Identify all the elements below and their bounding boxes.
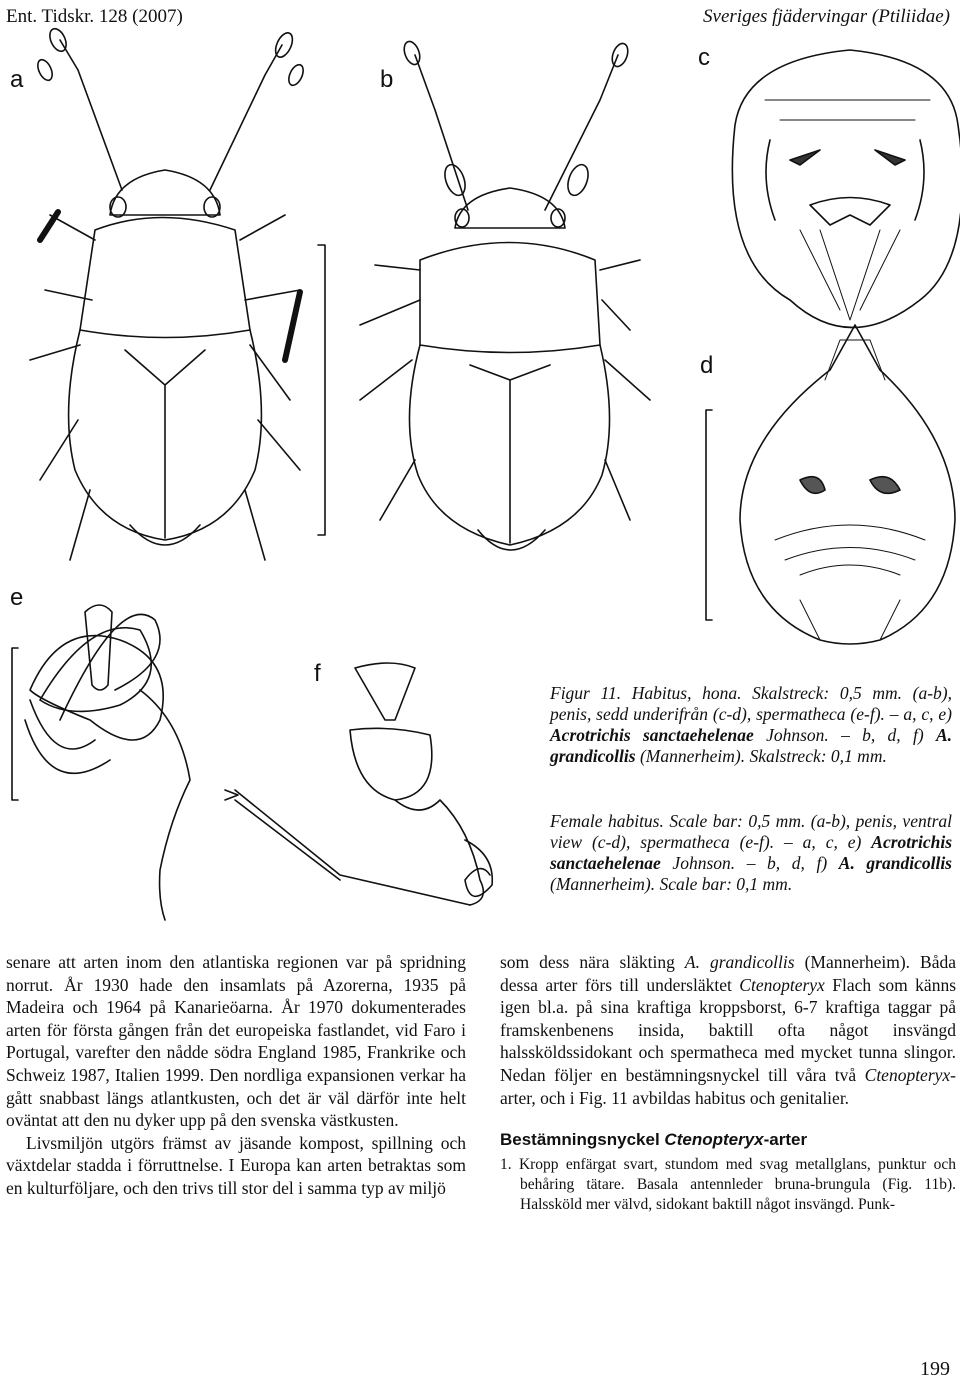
- plate-label-e: e: [10, 584, 24, 611]
- running-header-title: Sveriges fjädervingar (Ptiliidae): [703, 6, 950, 27]
- figure-caption-swedish: Figur 11. Habitus, hona. Skalstreck: 0,5 mm. (a-b), penis, sedd underifrån (c-d), spermatheca (e-f). – a, c, e) Acrotrichis sanctaehelenae Johnson. – b, d, f) A. grandicollis (Mannerheim). Skalstreck: 0,1 mm.: [550, 683, 953, 766]
- species-name: Acrotrichis sanctaehelenae: [550, 725, 754, 745]
- beetle-habitus-b: [360, 39, 650, 550]
- plate-label-a: a: [10, 66, 24, 93]
- key-item-1: 1. Kropp enfärgat svart, stundom med svag metallglans, punktur och behåring tätare. Basala antennleder bruna-brungula (Fig. 11b). Halssköld mer välvd, sidokant baktill något insvängd. Punk-: [500, 1155, 956, 1213]
- running-header-journal: Ent. Tidskr. 128 (2007): [6, 6, 183, 27]
- plate-label-d: d: [700, 352, 714, 379]
- spermatheca-drawing-f: [225, 663, 492, 905]
- beetle-habitus-a: [30, 26, 306, 560]
- figure-caption-english: Female habitus. Scale bar: 0,5 mm. (a-b), penis, ventral view (c-d), spermatheca (e-f). – a, c, e) Acrotrichis sanctaehelenae Johnson. – b, d, f) A. grandicollis (Mannerheim). Scale bar: 0,1 mm.: [550, 811, 953, 894]
- plate-label-b: b: [380, 66, 394, 93]
- penis-drawing-d: [740, 325, 955, 644]
- key-heading: Bestämningsnyckel Ctenopteryx-arter: [500, 1130, 808, 1150]
- spermatheca-drawing-e: [25, 605, 190, 920]
- scale-bar-habitus: [318, 245, 325, 535]
- body-text-right-column: [500, 951, 956, 1215]
- scale-bar-spermatheca-e: [12, 648, 18, 800]
- paragraph: senare att arten inom den atlantiska regionen var på spridning norrut. År 1930 hade den insamlats på Azorerna, 1935 på Madeira och 1964 på Kanarieöarna. År 1970 dokumenterades arten för första gången från det europeiska fastlandet, vid Faro i Portugal, varefter den nådde södra England 1985, Frankrike och Schweiz 1987, Italien 1999. Den nordliga expansionen verkar ha gått snabbast längs atlantkusten, och det är väl därför inte helt oväntat att den nu dyker upp på den svenska västkusten.: [6, 952, 466, 1131]
- body-text-left-column: [6, 951, 466, 1200]
- paragraph: som dess nära släkting A. grandicollis (Mannerheim). Båda dessa arter förs till undersläktet Ctenopteryx Flach som känns igen bl.a. på sina kraftiga kroppsborst, 6-7 kraftiga taggar på framskenbenens insida, baktill ofta något insvängd halssköldssidokant och spermatheca med mycket tunna slingor. Nedan följer en bestämningsnyckel till våra två Ctenopteryx-arter, och i Fig. 11 avbildas habitus och genitalier.: [500, 952, 957, 1108]
- species-name: A. grandicollis: [838, 853, 952, 873]
- scale-bar-genitalia-d: [706, 410, 712, 620]
- species-name: A. grandicollis: [550, 725, 953, 766]
- plate-label-f: f: [314, 660, 321, 687]
- plate-label-c: c: [698, 44, 710, 71]
- page-number: 199: [920, 1358, 950, 1380]
- paragraph: Livsmiljön utgörs främst av jäsande kompost, spillning och växtdelar stadda i förruttnelse. I Europa kan arten betraktas som en kulturföljare, och den trivs till stor del i samma typ av miljö: [6, 1132, 466, 1198]
- species-name: Acrotrichis sanctaehelenae: [550, 832, 953, 873]
- penis-drawing-c: [732, 50, 960, 328]
